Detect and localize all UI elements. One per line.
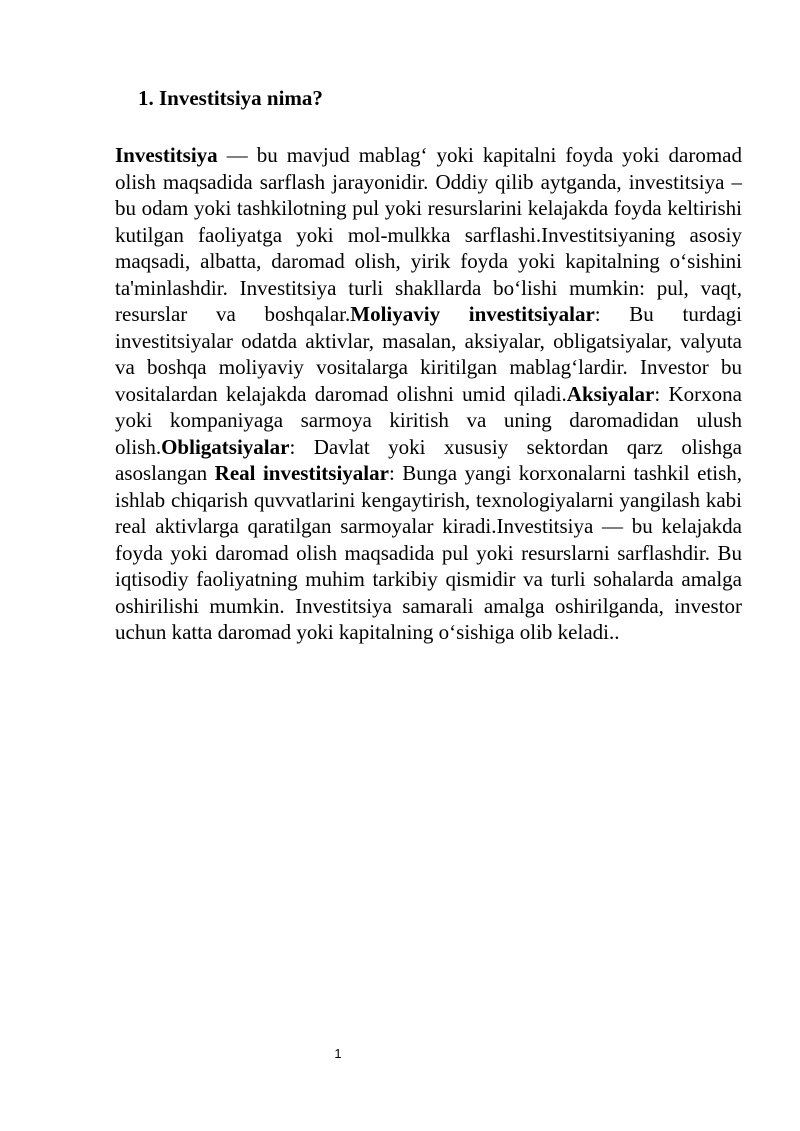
page-number: 1	[334, 1046, 342, 1061]
paragraph-text: : Davlat yoki xususiy sektordan qarz olishga asoslangan	[115, 434, 742, 485]
term-investitsiya: Investitsiya	[115, 143, 218, 167]
term-obligatsiyalar: Obligatsiyalar	[161, 434, 290, 459]
term-aksiyalar: Aksiyalar	[566, 381, 655, 406]
term-moliyaviy-investitsiyalar: Moliyaviy investitsiyalar	[350, 302, 595, 326]
paragraph-text: : Bunga yangi korxonalarni tashkil etish, ishlab chiqarish quvvatlarini kengaytirish, texnologiyalarni yangilash kabi real aktivlarga qaratilgan sarmoyalar kiradi.Investitsiya — bu kelajakda foyda yoki daromad olish maqsadida pul yoki resurslarni sarflashdir. Bu iqtisodiy faoliyatning muhim tarkibiy qismidir va turli sohalarda amalga oshirilishi mumkin. Investitsiya samarali amalga oshirilganda, investor uchun katta daromad yoki kapitalning o‘sishiga olib keladi..	[115, 461, 742, 644]
term-real-investitsiyalar: Real investitsiyalar	[214, 461, 389, 485]
paragraph-text: : Korxona yoki kompaniyaga sarmoya kiritish va uning daromadidan ulush olish.	[115, 381, 742, 459]
body-paragraph	[115, 142, 742, 646]
paragraph-text: — bu mavjud mablag‘ yoki kapitalni foyda yoki daromad olish maqsadida sarflash jarayonidir. Oddiy qilib aytganda, investitsiya – bu odam yoki tashkilotning pul yoki resurslarini kelajakda foyda keltirishi kutilgan faoliyatga yoki mol-mulkka sarflashi.Investitsiyaning asosiy maqsadi, albatta, daromad olish, yirik foyda yoki kapitalning o‘sishini ta'minlashdir. Investitsiya turli shakllarda bo‘lishi mumkin: pul, vaqt, resurslar va boshqalar.	[115, 143, 742, 326]
paragraph-text: : Bu turdagi investitsiyalar odatda aktivlar, masalan, aksiyalar, obligatsiyalar, valyuta va boshqa moliyaviy vositalarga kiritilgan mablag‘lardir. Investor bu vositalardan kelajakda daromad olishni umid qiladi.	[115, 302, 742, 406]
section-heading: 1. Investitsiya nima?	[138, 86, 323, 110]
